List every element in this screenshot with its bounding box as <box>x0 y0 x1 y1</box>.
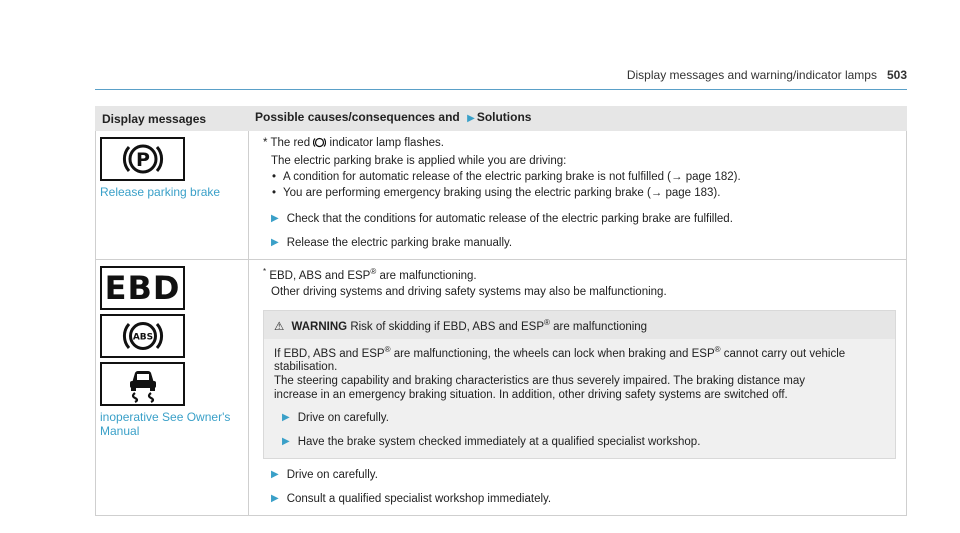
warning-step <box>274 434 885 450</box>
solutions-arrow-icon: ▶ <box>467 113 475 124</box>
running-header <box>627 68 907 82</box>
warning-text: cannot carry out vehicle <box>723 347 846 360</box>
causes-cell <box>249 260 907 516</box>
col-header-display-messages: Display messages <box>96 107 249 131</box>
step-text: Drive on carefully. <box>297 412 389 425</box>
header-rule <box>95 89 907 90</box>
solution-step <box>263 467 896 483</box>
warning-triangle-icon: ⚠ <box>274 320 285 333</box>
step-arrow-icon: ▶ <box>271 493 279 505</box>
table-row <box>96 260 907 516</box>
step-arrow-icon: ▶ <box>271 237 279 248</box>
solution-step <box>263 491 896 507</box>
display-message-cell <box>96 131 249 260</box>
col-header-causes-text: Possible causes/consequences and <box>255 110 460 124</box>
warning-text: If EBD, ABS and ESP <box>274 347 385 360</box>
table-header-row <box>96 107 907 131</box>
ebd-icon <box>100 266 185 310</box>
warning-line: increase in an emergency braking situation. In addition, other driving safety systems are switched off. <box>274 389 788 402</box>
warning-text: are malfunctioning, the wheels can lock when braking and ESP <box>393 347 715 360</box>
esp-skid-icon <box>100 362 185 406</box>
ebd-text: EBD <box>104 269 181 307</box>
cause-text: are malfunctioning. <box>379 269 477 282</box>
abs-text: ABS <box>132 332 153 343</box>
warning-header <box>264 311 895 339</box>
step-text: Release the electric parking brake manually. <box>286 237 513 249</box>
svg-text:P: P <box>135 149 150 171</box>
table-row <box>96 131 907 260</box>
warning-title-text: Risk of skidding if EBD, ABS and ESP <box>350 320 544 333</box>
cause-line: The electric parking brake is applied while you are driving: <box>271 155 567 167</box>
col-header-solutions-text: Solutions <box>476 110 532 124</box>
solution-step <box>263 211 896 227</box>
lamp-label-inoperative: inoperative See Owner's <box>100 410 231 424</box>
warning-line <box>274 343 885 361</box>
cause-line <box>263 264 896 284</box>
list-item: • A condition for automatic release of the electric parking brake is not fulfilled (→ page 182). <box>283 169 896 185</box>
cause-text: EBD, ABS and ESP <box>269 269 371 282</box>
step-arrow-icon: ▶ <box>282 436 290 448</box>
step-arrow-icon: ▶ <box>271 213 279 224</box>
registered-mark: ® <box>544 317 550 327</box>
list-item: • You are performing emergency braking using the electric parking brake (→ page 183). <box>283 185 896 201</box>
parking-brake-p-icon <box>100 137 185 181</box>
warning-body <box>264 339 895 451</box>
step-text: Check that the conditions for automatic release of the electric parking brake are fulfilled. <box>286 213 733 225</box>
solution-step <box>263 235 896 251</box>
cause-line: Other driving systems and driving safety systems may also be malfunctioning. <box>271 285 667 298</box>
cause-text: * The red <box>263 137 311 149</box>
step-text: Consult a qualified specialist workshop immediately. <box>286 493 552 506</box>
asterisk: * <box>263 267 267 276</box>
cause-bullets <box>263 169 896 201</box>
warning-line: stabilisation. <box>274 361 338 374</box>
col-header-causes <box>249 107 907 131</box>
step-text: Have the brake system checked immediately at a qualified specialist workshop. <box>297 436 701 449</box>
warning-title-text: are malfunctioning <box>553 320 648 333</box>
warning-step <box>274 410 885 426</box>
lamp-label-manual: Manual <box>100 424 140 438</box>
step-arrow-icon: ▶ <box>271 469 279 481</box>
display-messages-table <box>95 106 907 516</box>
registered-mark: ® <box>384 344 391 354</box>
step-arrow-icon: ▶ <box>282 412 290 424</box>
display-message-cell <box>96 260 249 516</box>
lamp-label-release-parking-brake: Release parking brake <box>100 185 221 199</box>
causes-cell <box>249 131 907 260</box>
abs-icon <box>100 314 185 358</box>
registered-mark: ® <box>714 344 721 354</box>
parking-brake-small-icon <box>313 137 326 153</box>
header-title: Display messages and warning/indicator lamps <box>626 68 877 82</box>
page-number: 503 <box>886 68 907 82</box>
cause-text: indicator lamp flashes. <box>329 137 444 149</box>
warning-title: WARNING <box>291 320 348 333</box>
warning-line: The steering capability and braking characteristics are thus severely impaired. The braking distance may <box>274 375 805 388</box>
registered-mark: ® <box>370 267 377 276</box>
step-text: Drive on carefully. <box>286 469 378 482</box>
cause-line <box>263 135 896 153</box>
warning-box <box>263 310 896 460</box>
